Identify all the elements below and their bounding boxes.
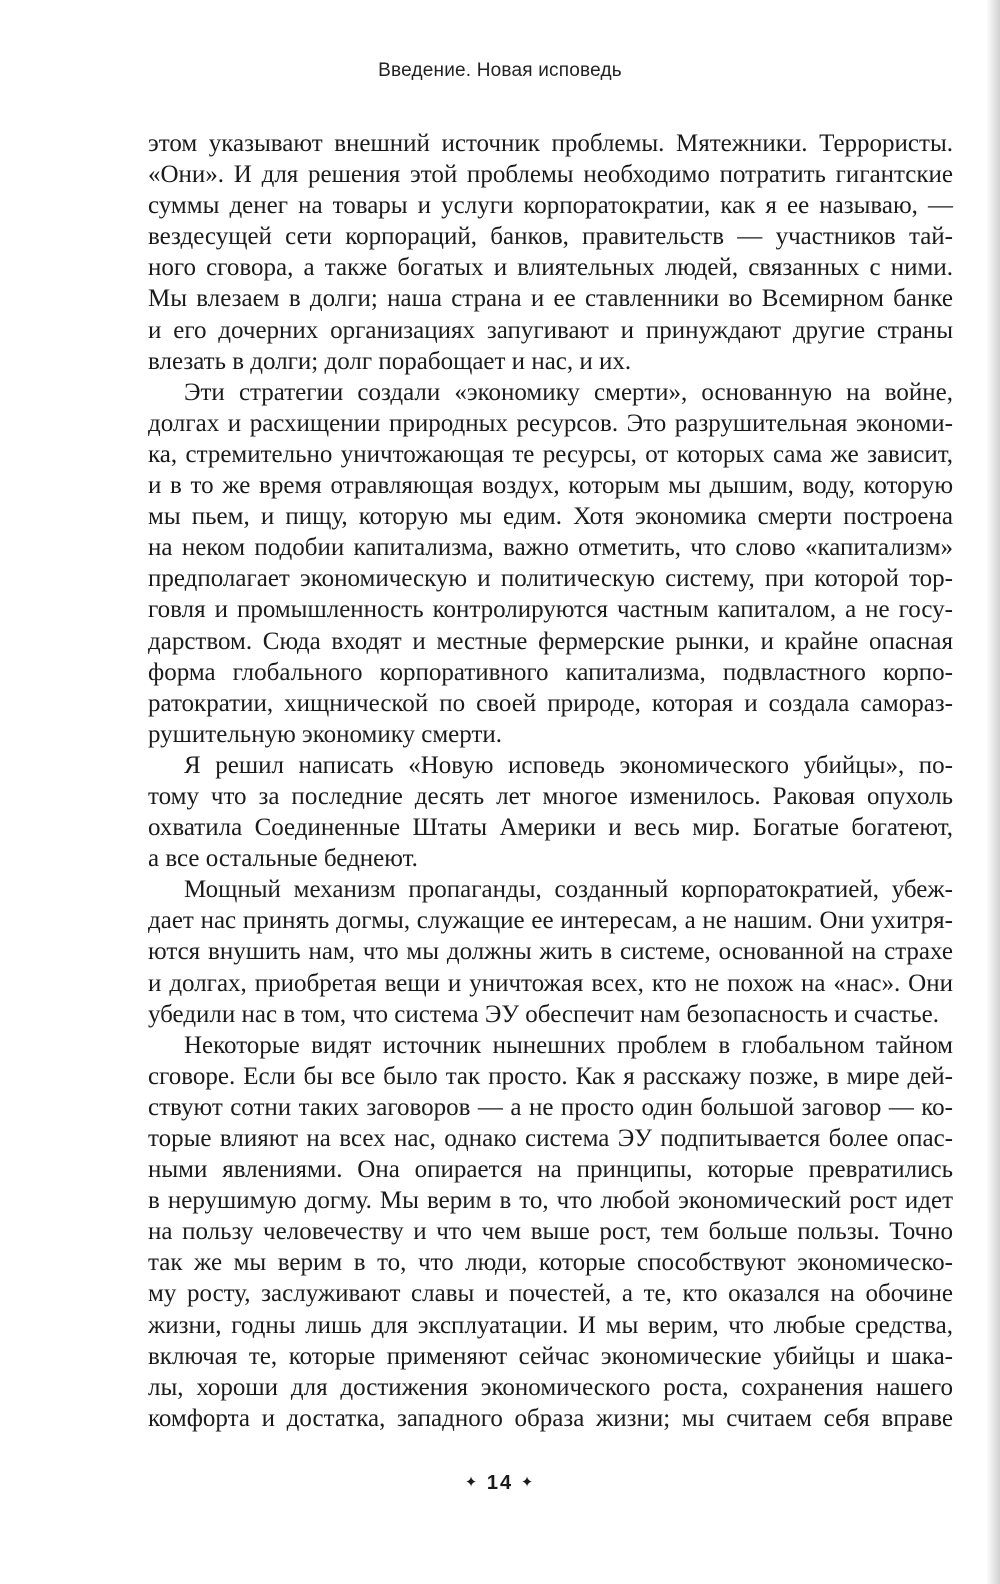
text-line: тому что за последние десять лет многое изменилось. Раковая опухоль [148, 782, 953, 810]
text-line: включая те, которые применяют сейчас экономические убийцы и шака- [148, 1342, 953, 1370]
text-line: ратократии, хищнической по своей природе, которая и создала самораз- [148, 689, 953, 717]
text-line: Некоторые видят источник нынешних проблем в глобальном тайном [184, 1031, 953, 1059]
text-line: ствуют сотни таких заговоров — а не просто один большой заговор — ко- [148, 1093, 953, 1121]
text-line: так же мы верим в то, что люди, которые способствуют экономическо- [148, 1249, 953, 1277]
page-footer [0, 1472, 1000, 1495]
text-line: вездесущей сети корпораций, банков, правительств — участников тай- [148, 223, 953, 251]
page-edge-shadow [986, 0, 1000, 1584]
text-line: и долгах, приобретая вещи и уничтожая всех, кто не похож на «нас». Они [148, 969, 953, 997]
text-line: Я решил написать «Новую исповедь экономического убийцы», по- [184, 751, 953, 779]
text-line: торые влияют на всех нас, однако система ЭУ подпитывается более опас- [148, 1125, 953, 1152]
text-line: убедили нас в том, что система ЭУ обеспечит нам безопасность и счастье. [148, 1000, 939, 1028]
paragraph [148, 750, 953, 874]
page-number: 14 [486, 1472, 514, 1494]
text-line: дает нас принять догмы, служащие ее интересам, а не нашим. Они ухитря- [148, 907, 953, 935]
text-line: и его дочерних организациях запугивают и принуждают другие страны [148, 316, 953, 344]
text-line: суммы денег на товары и услуги корпоратократии, как я ее называю, — [148, 192, 953, 220]
text-line: Мощный механизм пропаганды, созданный корпоратократией, убеж- [184, 876, 953, 904]
paragraph [148, 377, 953, 750]
text-line: в нерушимую догму. Мы верим в то, что любой экономический рост идет [148, 1187, 953, 1215]
text-line: ного сговора, а также богатых и влиятельных людей, связанных с ними. [148, 254, 953, 282]
text-line: предполагает экономическую и политическую систему, при которой тор- [148, 565, 953, 593]
text-line: а все остальные беднеют. [148, 845, 418, 873]
text-line: комфорта и достатка, западного образа жизни; мы считаем себя вправе [148, 1404, 953, 1432]
diamond-ornament-icon: ✦ [520, 1474, 536, 1491]
running-header: Введение. Новая исповедь [378, 60, 622, 81]
text-line: и в то же время отравляющая воздух, которым мы дышим, воду, которую [148, 472, 953, 500]
text-line: сговоре. Если бы все было так просто. Как я расскажу позже, в мире дей- [148, 1062, 953, 1090]
text-line: лы, хороши для достижения экономического роста, сохранения нашего [148, 1373, 953, 1401]
text-line: жизни, годны лишь для эксплуатации. И мы верим, что любые средства, [148, 1311, 953, 1339]
text-line: на пользу человечеству и что чем выше рост, тем больше пользы. Точно [148, 1218, 953, 1246]
text-line: ются внушить нам, что мы должны жить в системе, основанной на страхе [148, 938, 953, 966]
text-line: рушительную экономику смерти. [148, 720, 502, 748]
diamond-ornament-icon: ✦ [464, 1474, 480, 1491]
text-line: Мы влезаем в долги; наша страна и ее ставленники во Всемирном банке [148, 285, 953, 313]
text-line: форма глобального корпоративного капитализма, подвластного корпо- [148, 658, 953, 686]
paragraph [148, 128, 953, 377]
text-line: ка, стремительно уничтожающая те ресурсы, от которых сама же зависит, [148, 440, 953, 468]
text-line: охватила Соединенные Штаты Америки и весь мир. Богатые богатеют, [148, 814, 953, 842]
body-text [148, 128, 953, 1434]
text-line: «Они». И для решения этой проблемы необходимо потратить гигантские [148, 161, 953, 189]
text-line: дарством. Сюда входят и местные фермерские рынки, и крайне опасная [148, 627, 953, 655]
text-line: долгах и расхищении природных ресурсов. Это разрушительная экономи- [148, 409, 953, 437]
text-line: говля и промышленность контролируются частным капиталом, а не госу- [148, 596, 953, 624]
text-line: мы пьем, и пищу, которую мы едим. Хотя экономика смерти построена [148, 503, 953, 531]
text-line: му росту, заслуживают славы и почестей, а те, кто оказался на обочине [148, 1280, 953, 1308]
paragraph [148, 1030, 953, 1434]
text-line: Эти стратегии создали «экономику смерти», основанную на войне, [184, 378, 953, 406]
text-line: на неком подобии капитализма, важно отметить, что слово «капитализм» [148, 534, 953, 562]
paragraph [148, 874, 953, 1029]
text-line: ными явлениями. Она опирается на принципы, которые превратились [148, 1156, 953, 1184]
text-line: этом указывают внешний источник проблемы. Мятежники. Террористы. [148, 130, 953, 157]
text-line: влезать в долги; долг порабощает и нас, и их. [148, 347, 632, 375]
